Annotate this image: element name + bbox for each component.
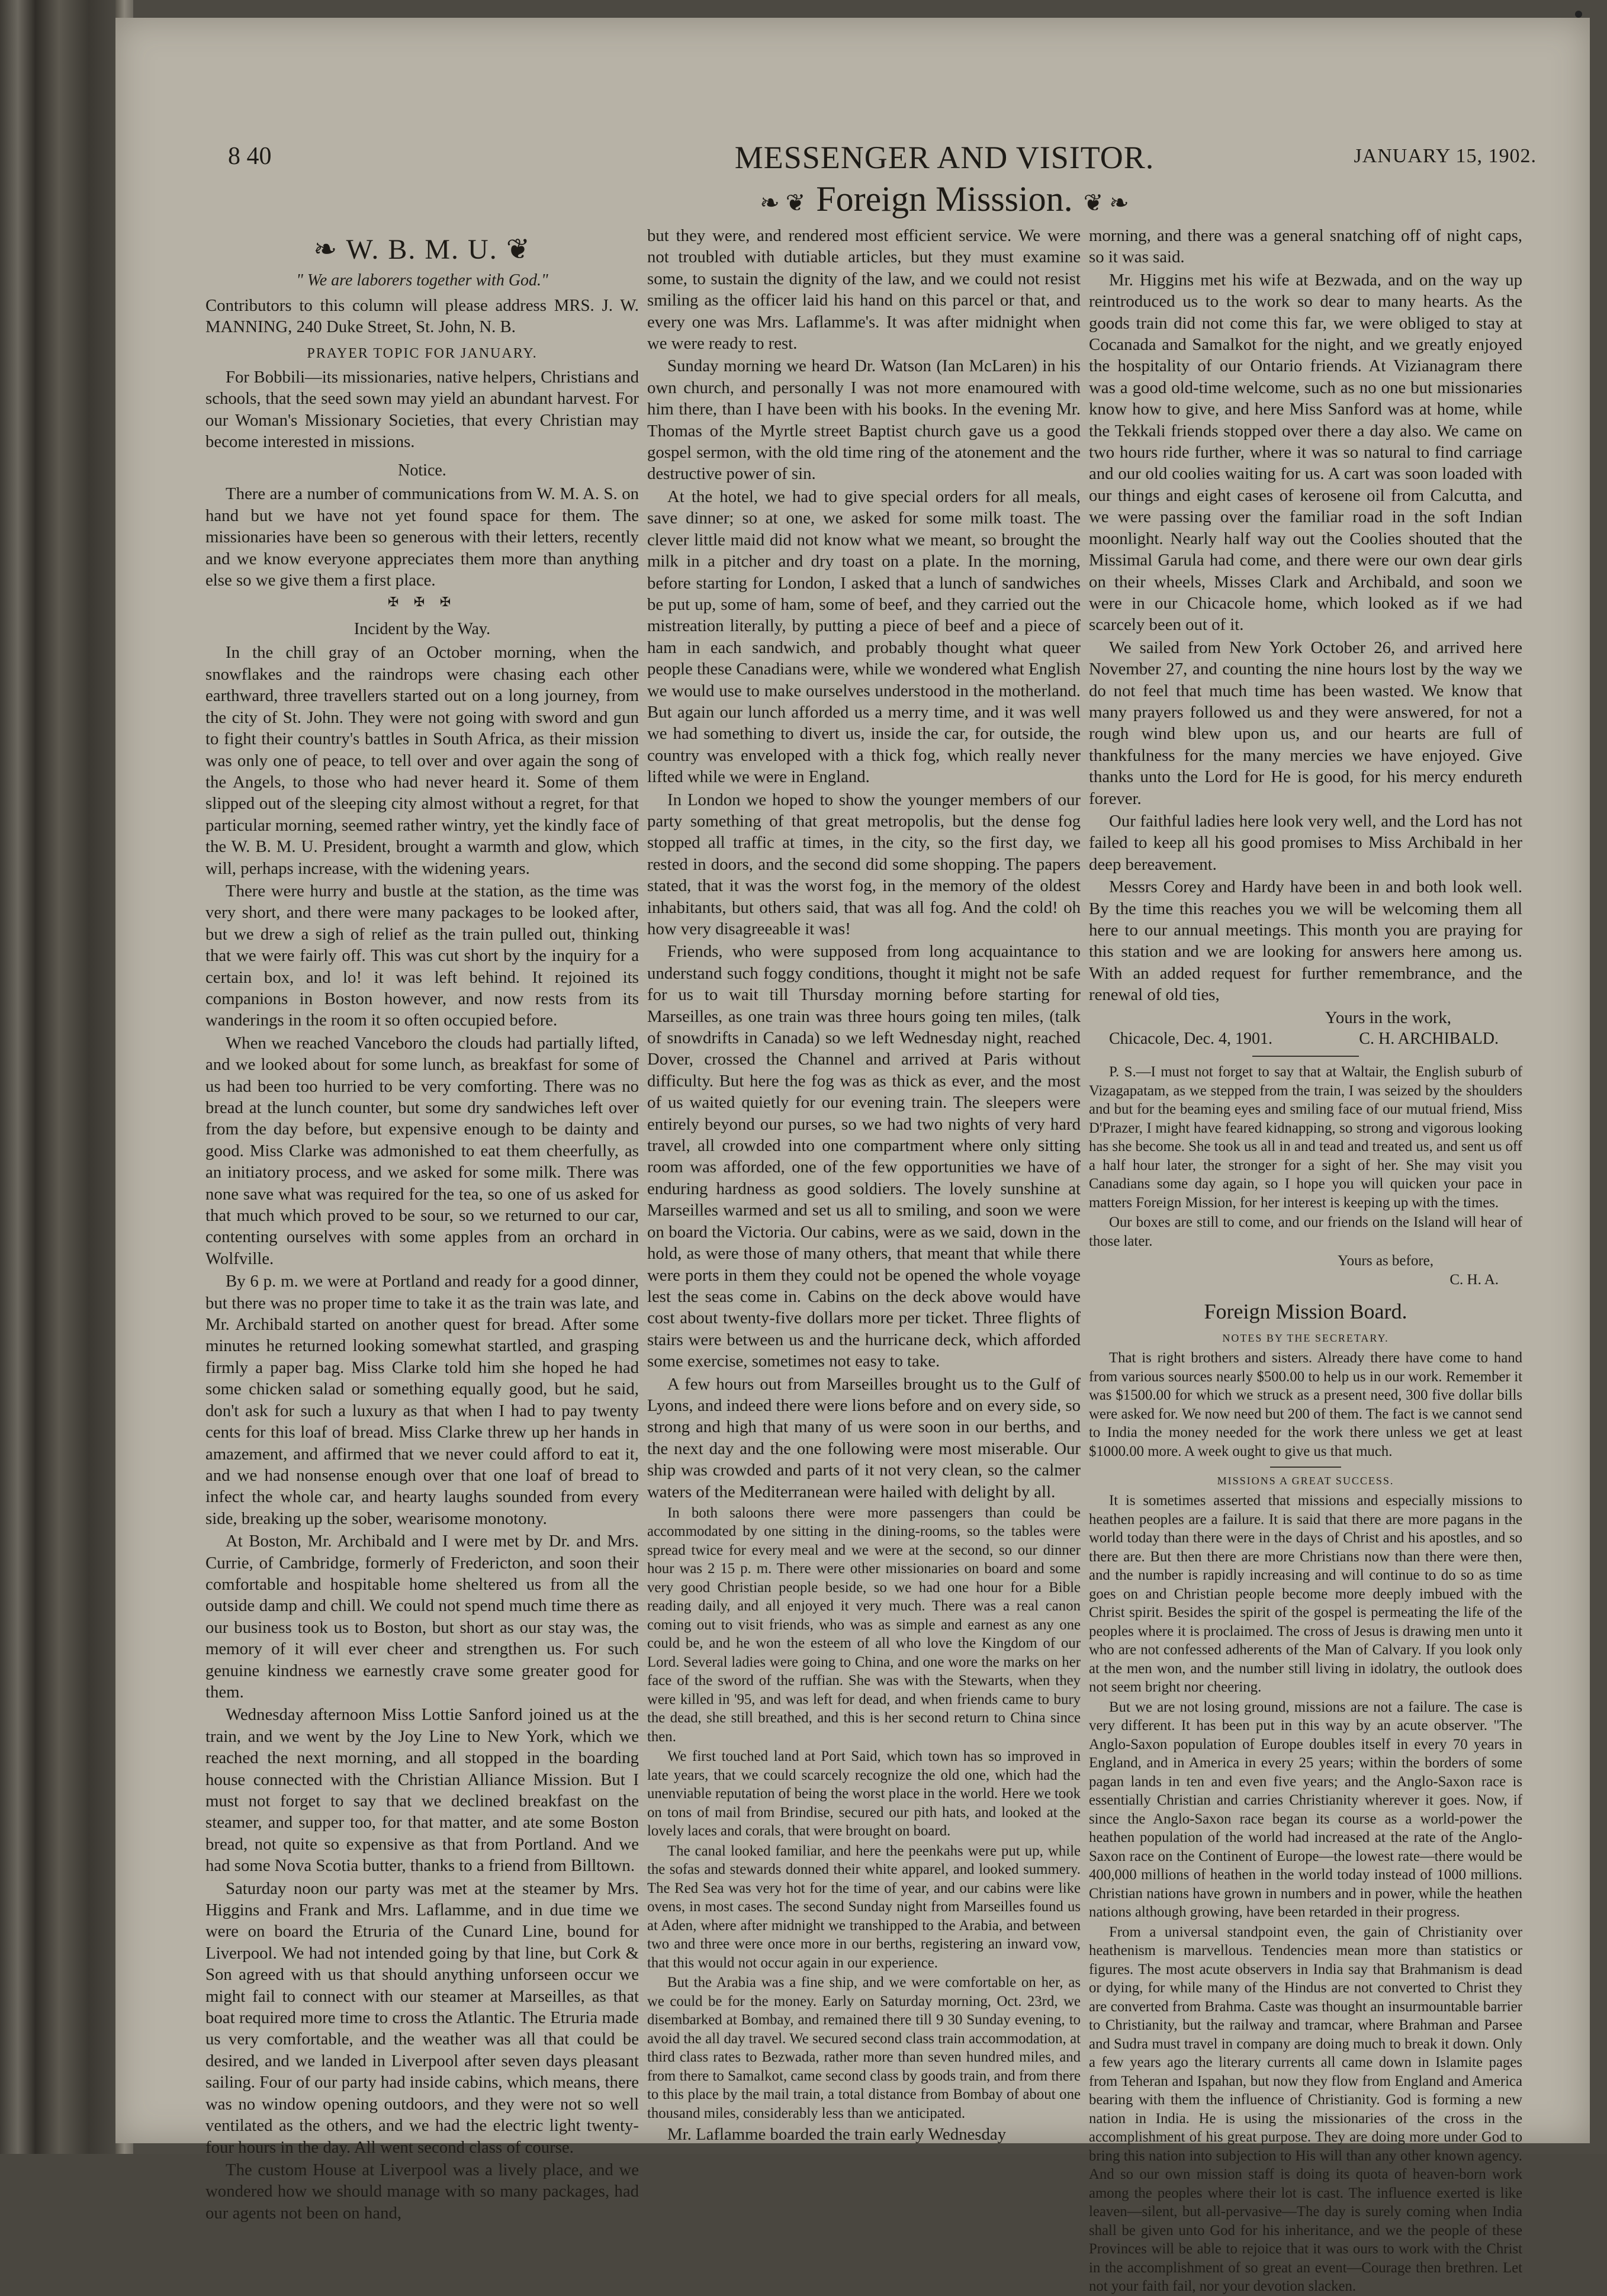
article-paragraph: morning, and there was a general snatching off of night caps, so it was said. — [1089, 226, 1522, 267]
issue-date: JANUARY 15, 1902. — [1354, 145, 1537, 167]
newspaper-page — [115, 18, 1590, 2295]
column-right — [1089, 225, 1522, 2295]
page-number: 8 40 — [228, 143, 272, 170]
article-paragraph: Messrs Corey and Hardy have been in and both look well. By the time this reaches you we will be welcoming them all here to our annual meetings. This month you are praying for this station and we are looking for answers here among us. With an added request for further remembrance, and the renewal of old ties, — [1089, 877, 1522, 1005]
notice-text: There are a number of communications from W. M. A. S. on hand but we have not yet found space for them. The missionaries have been so generous with their letters, recently and we know everyone appreciates them more than anything else so we give them a first place. — [205, 484, 639, 590]
column-middle — [647, 225, 1081, 2144]
board-subtitle: NOTES BY THE SECRETARY. — [1222, 1332, 1389, 1345]
incident-heading: Incident by the Way. — [353, 620, 491, 639]
board-text: That is right brothers and sisters. Already there have come to hand from various sources nearly $500.00 to help us in our work. Remember it was $1500.00 for which we struck as a present need, 300 five dollar bills were asked for. We now need but 200 of them. The fact is we cannot send to India the money needed for the work there unless we get at least $1000.00 more. A week ought to give us that much. — [1089, 1350, 1522, 1459]
article-paragraph: Wednesday afternoon Miss Lottie Sanford joined us at the train, and we went by the Joy Line to New York, which we reached the next morning, and all stopped in the boarding house connected with the Christian Alliance Mission. But I must not forget to say that we declined breakfast on the steamer, and supper too, for that matter, and ate some Boston bread, not quite so expensive as that from Portland. And we had some Nova Scotia butter, thanks to a friend from Billtown. — [205, 1705, 639, 1876]
letter-signature: C. H. ARCHIBALD. — [1359, 1030, 1499, 1049]
fleuron-icon: ❧ — [313, 234, 346, 265]
section-title-text: Foreign Misssion. — [816, 179, 1073, 218]
success-heading: MISSIONS A GREAT SUCCESS. — [1217, 1475, 1394, 1487]
article-paragraph: There were hurry and bustle at the station, as the time was very short, and there were many packages to be looked after, but we drew a sigh of relief as the train pulled out, thinking that we were fairly off. This was cut short by the inquiry for a certain box, and lo! it was left behind. It rejoined its companions in Boston however, and now rests from its wanderings in the room it so often occupied before. — [205, 881, 639, 1030]
divider — [1270, 1467, 1341, 1468]
ornament-stars: ✠ ✠ ✠ — [387, 594, 457, 610]
section-title — [648, 179, 1240, 220]
notice-heading: Notice. — [398, 461, 446, 480]
article-paragraph-small: We first touched land at Port Said, which town has so improved in late years, that we could scarcely recognize the old one, which had the unenviable reputation of being the worst place in the world. Here we took on tons of mail from Brindise, secured our pith hats, and looked at the lovely laces and corals, that were brought on board. — [647, 1748, 1081, 1840]
article-paragraph: but they were, and rendered most efficient service. We were not troubled with dutiable articles, but they must examine some, to sustain the dignity of the law, and we could not resist smiling as the officer laid his hand on this parcel or that, and every one was Mrs. Laflamme's. It was after midnight when we were ready to rest. — [647, 226, 1081, 353]
postscript-boxes: Our boxes are still to come, and our friends on the Island will hear of those later. — [1089, 1214, 1522, 1249]
article-paragraph: By 6 p. m. we were at Portland and ready for a good dinner, but there was no proper time to take it as the train was late, and Mr. Archibald started on another quest for bread. After some minutes he returned looking somewhat startled, and grasping firmly a paper bag. Miss Clarke told him she hoped he had some chicken salad or something equally good, but he said, don't ask for such a luxury as that when I had to pay twenty cents for this loaf of bread. Miss Clarke threw up her hands in amazement, and affirmed that we never could afford to eat it, and we had nonsense enough over that one loaf of bread to infect the whole car, and hearty laughs sounded from every side, breaking up the sober, wearisome monotony. — [205, 1272, 639, 1528]
article-paragraph-small: In both saloons there were more passengers than could be accommodated by one sitting in the dining-rooms, so the tables were spread twice for every meal and we were at the second, so our dinner hour was 2 15 p. m. There were other missionaries on board and some very good Christian people beside, so we had one hour for a Bible reading daily, and all enjoyed it very much. There was a real canon coming out to visit friends, who was as simple and earnest as any one could be, and he won the esteem of all who love the Kingdom of our Lord. Several ladies were going to China, and one wore the marks on her face of the sword of the ruffian. She was with the Stewarts, when they were killed in '95, and was left for dead, and when friends came to bury the dead, she still breathed, and this is her second return to China since then. — [647, 1504, 1081, 1745]
article-paragraph: Sunday morning we heard Dr. Watson (Ian McLaren) in his own church, and personally I was not more enamoured with him there, than I have been with his books. In the evening Mr. Thomas of the Myrtle street Baptist church gave us a good gospel sermon, with the old time ring of the atonement and the destructive power of sin. — [647, 356, 1081, 484]
article-paragraph: We sailed from New York October 26, and arrived here November 27, and counting the nine hours lost by the way we do not feel that much time has been wasted. We know that many prayers followed us and they were answered, for not a rough wind blew upon us, and our hearts are full of thankfulness for the many mercies we have enjoyed. Give thanks unto the Lord for He is good, for his mercy endureth forever. — [1089, 638, 1522, 808]
letter-place-date: Chicacole, Dec. 4, 1901. — [1109, 1030, 1273, 1049]
fleuron-icon: ❦ — [497, 234, 531, 265]
masthead: MESSENGER AND VISITOR. — [734, 140, 1155, 175]
letter-signature-line — [1089, 1028, 1522, 1050]
article-paragraph: At the hotel, we had to give special orders for all meals, save dinner; so at one, we asked for some milk toast. The clever little maid did not know what we meant, so brought the milk in a pitcher and dry toast on a plate. In the morning, before starting for London, I asked that a lunch of sandwiches be put up, some of ham, some of beef, and they carried out the mistreation literally, by putting a piece of beef and a piece of ham in each sandwich, and probably thought what queer people these Canadians were, while we wondered what English we would use to make ourselves understood in the motherland. But again our lunch afforded us a merry time, and it was well we had something to divert us, inside the car, for outside, the country was enveloped with a thick fog, which really never lifted while we were in England. — [647, 487, 1081, 787]
scan-dot — [1575, 11, 1582, 18]
article-paragraph: In the chill gray of an October morning, when the snowflakes and the raindrops were chasing each other earthward, three travellers started out on a long journey, from the city of St. John. They were not going with sword and gun to fight their country's battles in South Africa, as their mission was only one of peace, to tell over and over again the song of the Angels, to those who had never heard it. Some of them slipped out of the sleeping city almost without a regret, for that particular morning, seemed rather wintry, yet the kindly face of the W. B. M. U. President, brought a warmth and glow, which will, perhaps increase, with the widening years. — [205, 643, 639, 878]
article-paragraph-small: The canal looked familiar, and here the peenkahs were put up, while the sofas and stewards donned their white apparel, and looked summery. The Red Sea was very hot for the time of year, and our cabins were like ovens, in most cases. The second Sunday night from Marseilles found us at Aden, where after midnight we transhipped to the Arabia, and between two and three were once more in our berths, registering an inward vow, that this would not occur again in our experience. — [647, 1842, 1081, 1971]
article-paragraph: At Boston, Mr. Archibald and I were met by Dr. and Mrs. Currie, of Cambridge, formerly of Fredericton, and soon their comfortable and hospitable home sheltered us from all the outside damp and chill. We could not spend much time there as our business took us to Boston, but short as our stay was, the memory of it will ever cheer and strengthen us. For such genuine kindness we earnestly crave some greater good for them. — [205, 1532, 639, 1702]
divider — [1252, 1056, 1359, 1057]
column-left — [205, 225, 639, 2223]
fleuron-icon: ❧ ❦ — [760, 189, 806, 216]
prayer-topic-heading: PRAYER TOPIC FOR JANUARY. — [307, 345, 538, 361]
article-paragraph: A few hours out from Marseilles brought us to the Gulf of Lyons, and indeed there were lions before and on every side, so strong and high that many of us were soon in our berths, and the next day and the one following were most miserable. Our ship was crowded and parts of it not very clean, so the calmer waters of the Mediterranean were hailed with delight by all. — [647, 1374, 1081, 1501]
article-paragraph-small: But the Arabia was a fine ship, and we were comfortable on her, as we could be for the money. Early on Saturday morning, Oct. 23rd, we disembarked at Bombay, and remained there till 9 30 Sunday evening, to avoid the all day travel. We secured second class train accommodation, at third class rates to Bezwada, rather more than seven hundred miles, and from there to Samalkot, came second class by goods train, and from there to this place by the mail train, a total distance from Bombay of about one thousand miles, considerably less than we anticipated. — [647, 1975, 1081, 2121]
article-paragraph: When we reached Vanceboro the clouds had partially lifted, and we looked about for some lunch, as breakfast for some of us had been too hurried to be very comforting. There was no bread at the lunch counter, but some dry sandwiches left over from the day before, but expensive enough to be dainty and good. Miss Clarke was admonished to eat them cheerfully, as an initiatory process, and we asked for some milk. There was none save what was required for the tea, so one of us asked for that much which proved to be sour, so we returned to our car, contenting ourselves with some apples from an orchard in Wolfville. — [205, 1033, 639, 1268]
article-paragraph: Saturday noon our party was met at the steamer by Mrs. Higgins and Frank and Mrs. Laflamme, and in due time we were on board the Etruria of the Cunard Line, bound for Liverpool. We had not intended going by that line, but Cork & Son agreed with us that should anything unforseen occur we might fail to connect with our steamer at Marseilles, as that boat required more time to cross the Atlantic. The Etruria made us very comfortable, and the weather was all that could be desired, and we landed in Liverpool after seven days pleasant sailing. Four of our party had inside cabins, which means, there was no window opening outdoors, and they were not so well ventilated as the others, and we had the electric light twenty-four hours in the day. All went second class of course. — [205, 1879, 639, 2157]
letter-closing: Yours in the work, — [1325, 1008, 1451, 1027]
article-paragraph: The custom House at Liverpool was a lively place, and we wondered how we should manage with so many packages, had our agents not been on hand, — [205, 2160, 639, 2223]
prayer-topic-text: For Bobbili—its missionaries, native helpers, Christians and schools, that the seed sown may yield an abundant harvest. For our Woman's Missionary Societies, that every Christian may become interested in missions. — [205, 367, 639, 452]
article-paragraph: Mr. Higgins met his wife at Bezwada, and on the way up reintroduced us to the work so dear to many hearts. As the goods train did not come this far, we were obliged to stay at Cocanada and Samalkot for the night, and we greatly enjoyed the hospitality of our Ontario friends. At Vizianagram there was a good old-time welcome, such as no one but missionaries know how to give, and here Miss Sanford was at home, while the Tekkali friends stopped over there a day also. We came on two hours ride further, where it was so natural to find carriage and our old coolies waiting for us. A cart was soon loaded with our things and eight cases of kerosene oil from Calcutta, and we were passing over the familiar road in the soft Indian moonlight. Nearly half way out the Coolies shouted that the Missimal Garula had come, and there were our own dear girls on their wheels, Misses Clark and Archibald, and soon we were in our Chicacole home, which looked as if we had scarcely been out of it. — [1089, 270, 1522, 635]
wbmu-motto: " We are laborers together with God." — [296, 271, 548, 290]
article-paragraph: Our faithful ladies here look very well, and the Lord has not failed to keep all his good promises to Miss Archibald in her deep bereavement. — [1089, 811, 1522, 874]
success-paragraph: It is sometimes asserted that missions and especially missions to heathen peoples are a failure. It is said that there are more pagans in the world today than there were in the days of Christ and his apostles, and so there are. But then there are more Christians now than there were then, and the number is rapidly increasing and will continue to do so as time goes on and Christian people become more deeply imbued with the Christ spirit. Besides the spirit of the gospel is permeating the life of the peoples where it is proclaimed. The cross of Jesus is drawing men unto it who are not confessed adherents of the Man of Calvary. If you look only at the men won, and the number still living in idolatry, the outlook does not seem bright nor cheering. — [1089, 1493, 1522, 1696]
ps-signature: C. H. A. — [1449, 1272, 1499, 1288]
wbmu-title-text: W. B. M. U. — [346, 234, 498, 265]
article-paragraph: Friends, who were supposed from long acquaintance to understand such foggy conditions, thought it might not be safe for us to wait till Thursday morning before starting for Marseilles, as one train was three hours going ten miles, (talk of snowdrifts in Canada) so we left Wednesday night, reached Dover, crossed the Channel and arrived at Paris without difficulty. But here the fog was as thick as ever, and the most of us waited quietly for our evening train. The sleepers were entirely beyond our purses, so we had two nights of very hard travel, all crowded into one compartment where only sitting room was afforded, one of the few opportunities we have of enduring hardness as good soldiers. The lovely sunshine at Marseilles warmed and set us all to smiling, and soon we were on board the Victoria. Our cabins, were as we said, down in the hold, as were those of many others, that meant that while there were ports in them they could not be opened the whole voyage lest the seas come in. Cabins on the deck above would have cost about twenty-five dollars more per ticket. Three flights of stairs were between us and the hurricane deck, which afforded some exercise, sometimes not easy to take. — [647, 942, 1081, 1371]
ps-closing: Yours as before, — [1337, 1253, 1434, 1269]
article-paragraph: Mr. Laflamme boarded the train early Wednesday — [667, 2125, 1007, 2144]
postscript: P. S.—I must not forget to say that at Waltair, the English suburb of Vizagapatam, as we stepped from the train, I was seized by the shoulders and but for the beaming eyes and smiling face of our mutual friend, Miss D'Prazer, I might have feared kidnapping, so strong and vigorous looking has she become. She took us all in and tead and treated us, and sent us off a half hour later, the stronger for a sight of her. She may visit you Canadians some day again, so I hope you will quicken your pace in matters Foreign Mission, for her interest is keeping up with the times. — [1089, 1064, 1522, 1211]
article-paragraph: In London we hoped to show the younger members of our party something of that great metropolis, but the dense fog stopped all traffic at times, in the city, so the first day, we rested in doors, and the second did some shopping. The papers stated, that it was the worst fog, in the memory of the oldest inhabitants, but others said, that was all fog. And the cold! oh how very disagreeable it was! — [647, 790, 1081, 938]
contributors-note: Contributors to this column will please address MRS. J. W. MANNING, 240 Duke Street, St. John, N. B. — [205, 296, 639, 337]
success-paragraph: But we are not losing ground, missions are not a failure. The case is very different. It has been put in this way by an acute observer. "The Anglo-Saxon population of Europe doubles itself in every 70 years in England, and in America in every 25 years; within the borders of some pagan lands in ten and even five years; and the Anglo-Saxon race is essentially Christian and carries Christianity wherever it goes. Now, if since the Anglo-Saxon race began its course as a world-power the heathen population of the world had increased at the rate of the Anglo-Saxon race on the Continent of Europe—the lowest rate—there would be 400,000 millions of heathen in the world today instead of 1000 millions. Christian nations have grown in numbers and in power, while the heathen nations although growing, have been retarded in their progress. — [1089, 1699, 1522, 1921]
wbmu-title — [205, 232, 639, 268]
fleuron-icon: ❦ ❧ — [1083, 189, 1129, 216]
success-paragraph: From a universal standpoint even, the gain of Christianity over heathenism is marvellous. Tendencies mean more than statistics or figures. The most acute observers in India say that Brahmanism is dead or dying, for while many of the Hindus are not converted to Christ they are converted from Brahma. Caste was thought an insurmountable barrier to Christianity, but the railway and tramcar, where Brahman and Parsee and Sudra must travel in company are doing much to break it down. Only a few years ago the literary currents all came down in Islamite pages from Teheran and Ispahan, but now they flow from England and America bearing with them the influence of Christianity. God is forming a new nation in India. He is using the missionaries of the cross in the accomplishment of his great purpose. They are doing more under God to bring this nation into subjection to His will than any other known agency. And so our own mission staff is doing its quota of heaven-born work among the peoples where their lot is cast. The influence exerted is like leaven—silent, but all-pervasive—The day is surely coming when India shall be given unto God for his inheritance, and we the people of these Provinces will be able to rejoice that it was ours to work with the Christ in the accomplishment of so great an event—Courage then brethren. Let not your faith fail, nor your devotion slacken. — [1089, 1924, 1522, 2295]
board-title: Foreign Mission Board. — [1204, 1300, 1407, 1324]
